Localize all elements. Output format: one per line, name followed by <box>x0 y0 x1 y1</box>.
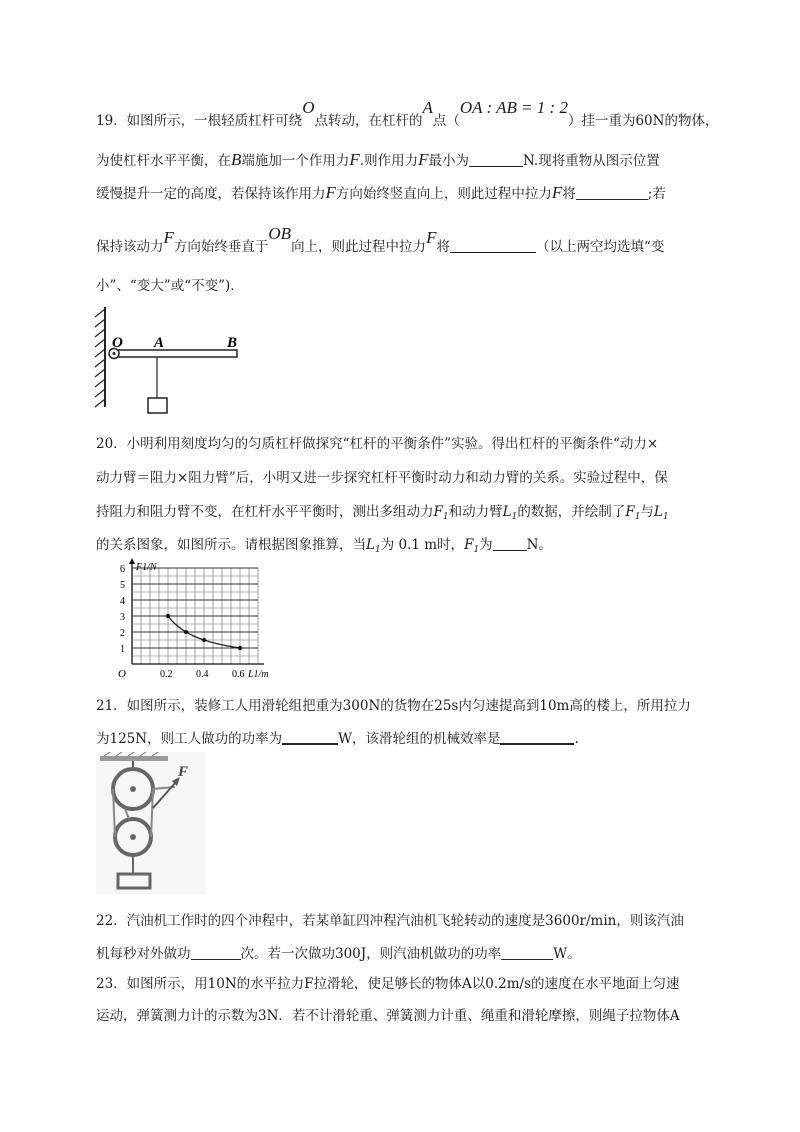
q20-line-3: 持阻力和阻力臂不变，在杠杆水平平衡时，测出多组动力$F_1$和动力臂$L_1$的数据，并绘制了$F_1$与$L_1$ <box>96 504 669 522</box>
q21-line-1: 21．如图所示，装修工人用滑轮组把重为300N的货物在25s内匀速提高到10m高的楼上，所用拉力 <box>96 698 691 714</box>
q20-line-2: 动力臂＝阻力×阻力臂”后，小明又进一步探究杠杆平衡时动力和动力臂的关系。实验过程中，保 <box>96 470 668 486</box>
x-tick-label: 0.2 <box>160 669 173 680</box>
label-F: F <box>178 764 189 780</box>
wall-hatching <box>95 309 105 407</box>
origin-label: O <box>118 668 126 680</box>
label-O: O <box>112 335 123 351</box>
q19-line-5: 小”、“变大”或“不变”)． <box>96 278 244 294</box>
q21-answer-blank-1 <box>282 729 338 745</box>
q22-answer-blank-1 <box>191 945 241 960</box>
q20-line-1: 20．小明利用刻度均匀的匀质杠杆做探究“杠杆的平衡条件”实验。得出杠杆的平衡条件“动力× <box>96 436 659 452</box>
q19-line-2: 为使杠杆水平平衡，在B端施加一个作用力F.则作用力F最小为 N.现将重物从图示位置 <box>96 150 660 169</box>
y-tick-label: 4 <box>120 596 125 607</box>
weight-block <box>148 398 167 413</box>
y-tick-label: 5 <box>120 580 125 591</box>
lever-bar <box>111 350 237 357</box>
q19-answer-blank-3 <box>450 238 536 253</box>
q19-lever-figure <box>90 305 250 415</box>
y-tick-label: 6 <box>120 564 125 575</box>
label-B: B <box>227 335 238 351</box>
data-point <box>202 638 206 642</box>
q22-line-1: 22．汽油机工作时的四个冲程中，若某单缸四冲程汽油机飞轮转动的速度是3600r/min，则该汽油 <box>96 913 684 929</box>
q19-answer-blank-2 <box>576 185 648 200</box>
q23-line-1: 23．如图所示，用10N的水平拉力F拉滑轮，使足够长的物体A以0.2m/s的速度在水平地面上匀速 <box>96 976 680 992</box>
q19-answer-blank-1 <box>469 152 523 167</box>
q22-line-2: 机每秒对外做功 次。若一次做功300J，则汽油机做功的功率 W。 <box>96 946 581 962</box>
q19-line-3: 缓慢提升一定的高度，若保持该作用力F方向始终竖直向上，则此过程中拉力F将 ;若 <box>96 183 666 202</box>
q19-line-4: 保持该动力F方向始终垂直于OB向上，则此过程中拉力F将 （以上两空均选填“变 <box>96 224 665 255</box>
q22-answer-blank-2 <box>501 945 553 960</box>
data-point <box>238 646 242 650</box>
x-axis-label: L1/m <box>248 669 269 680</box>
q19-var-A: A <box>422 98 433 117</box>
x-tick-label: 0.6 <box>232 669 245 680</box>
q20-graph <box>114 558 274 684</box>
q20-answer-blank <box>493 536 527 551</box>
x-tick-label: 0.4 <box>196 669 209 680</box>
y-tick-label: 3 <box>120 612 125 623</box>
q21-pulley-figure <box>96 752 206 894</box>
q21-answer-blank-2 <box>500 729 574 745</box>
y-axis-label: F1/N <box>136 562 157 573</box>
data-point <box>166 614 170 618</box>
q23-line-2: 运动，弹簧测力计的示数为3N．若不计滑轮重、弹簧测力计重、绳重和滑轮摩擦，则绳子拉物体A <box>96 1008 680 1024</box>
data-point <box>184 630 188 634</box>
label-A: A <box>154 335 165 351</box>
q20-line-4: 的关系图象，如图所示。请根据图象推算，当$L_1$为 0.1 m时，$F_1$为 N。 <box>96 537 552 555</box>
y-axis-arrow <box>129 558 135 564</box>
ceiling <box>100 756 168 761</box>
y-tick-label: 1 <box>120 644 125 655</box>
q21-line-2: 为125N，则工人做功的功率为 W，该滑轮组的机械效率是 . <box>96 731 579 747</box>
q19-var-O: O <box>302 98 315 117</box>
q19-ratio: OA : AB = 1 : 2 <box>459 98 568 117</box>
q19-line-1: 19．如图所示，一根轻质杠杆可绕O点转动，在杠杆的A点（OA : AB = 1 : 2）挂一重为60N的物体， <box>96 98 719 129</box>
y-tick-label: 2 <box>120 628 125 639</box>
